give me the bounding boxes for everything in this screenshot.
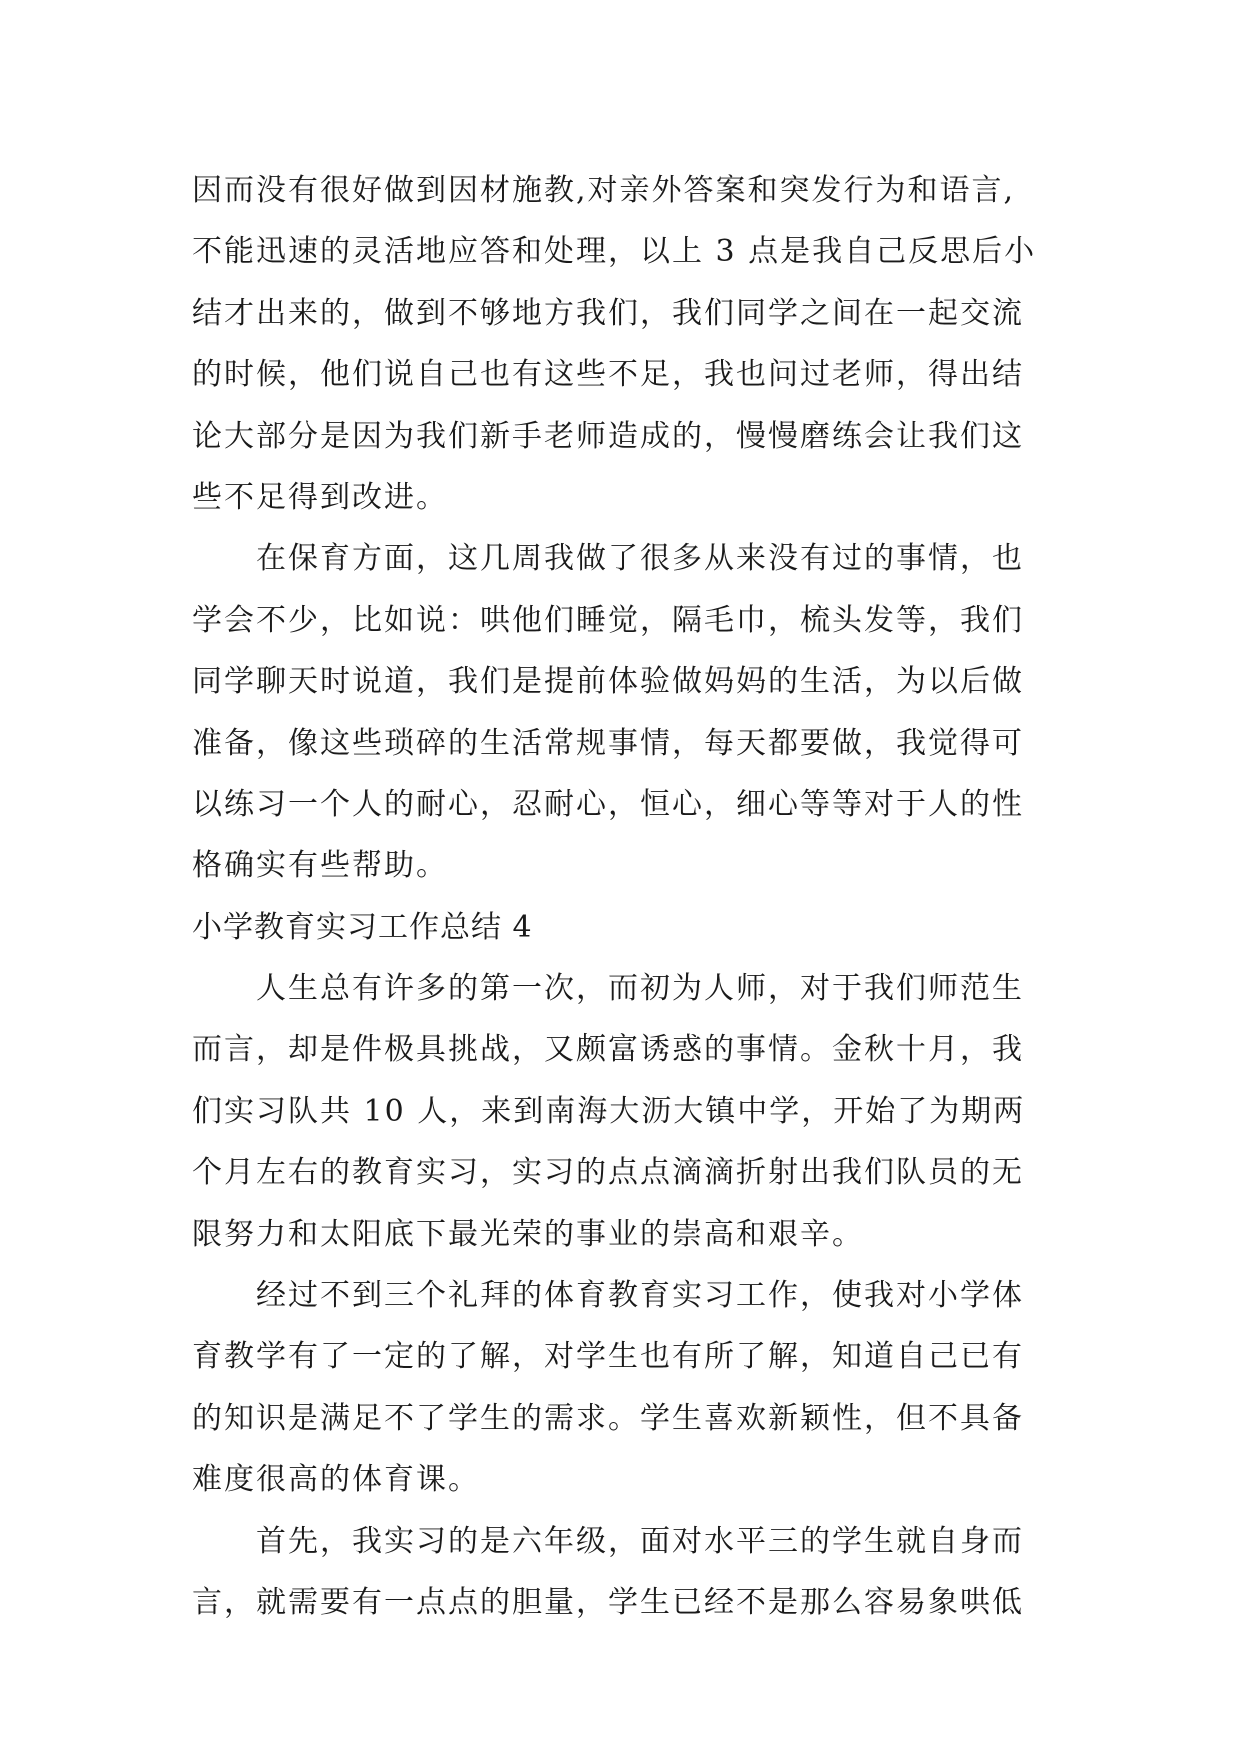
text-line: 而言，却是件极具挑战，又颇富诱惑的事情。金秋十月，我 [192,1032,1024,1068]
section-heading: 小学教育实习工作总结 4 [192,909,533,945]
text-line: 同学聊天时说道，我们是提前体验做妈妈的生活，为以后做 [192,664,1024,700]
text-line: 结才出来的，做到不够地方我们，我们同学之间在一起交流 [192,295,1024,331]
text-line: 难度很高的体育课。 [192,1462,480,1498]
document-body [192,160,1072,1633]
text-line: 人生总有许多的第一次，而初为人师，对于我们师范生 [256,971,1024,1007]
text-line: 首先，我实习的是六年级，面对水平三的学生就自身而 [256,1523,1024,1559]
text-line: 格确实有些帮助。 [192,848,448,884]
text-line: 育教学有了一定的了解，对学生也有所了解，知道自己已有 [192,1339,1024,1375]
text-line: 论大部分是因为我们新手老师造成的，慢慢磨练会让我们这 [192,418,1024,454]
text-line: 不能迅速的灵活地应答和处理，以上 3 点是我自己反思后小 [192,234,1037,270]
text-line: 言，就需要有一点点的胆量，学生已经不是那么容易象哄低 [192,1584,1024,1620]
text-line: 经过不到三个礼拜的体育教育实习工作，使我对小学体 [256,1278,1024,1314]
text-line: 们实习队共 10 人，来到南海大沥大镇中学，开始了为期两 [192,1093,1026,1129]
text-line: 以练习一个人的耐心，忍耐心，恒心，细心等等对于人的性 [192,786,1024,822]
text-line: 因而没有很好做到因材施教,对亲外答案和突发行为和语言, [192,173,1016,208]
text-line: 的时候，他们说自己也有这些不足，我也问过老师，得出结 [192,357,1024,393]
text-line: 些不足得到改进。 [192,479,448,515]
text-line: 个月左右的教育实习，实习的点点滴滴折射出我们队员的无 [192,1155,1024,1191]
text-line: 学会不少，比如说：哄他们睡觉，隔毛巾，梳头发等，我们 [192,602,1024,638]
text-line: 限努力和太阳底下最光荣的事业的崇高和艰辛。 [192,1216,864,1252]
text-line: 准备，像这些琐碎的生活常规事情，每天都要做，我觉得可 [192,725,1024,761]
text-line: 在保育方面，这几周我做了很多从来没有过的事情，也 [256,541,1024,577]
text-line: 的知识是满足不了学生的需求。学生喜欢新颖性，但不具备 [192,1400,1024,1436]
